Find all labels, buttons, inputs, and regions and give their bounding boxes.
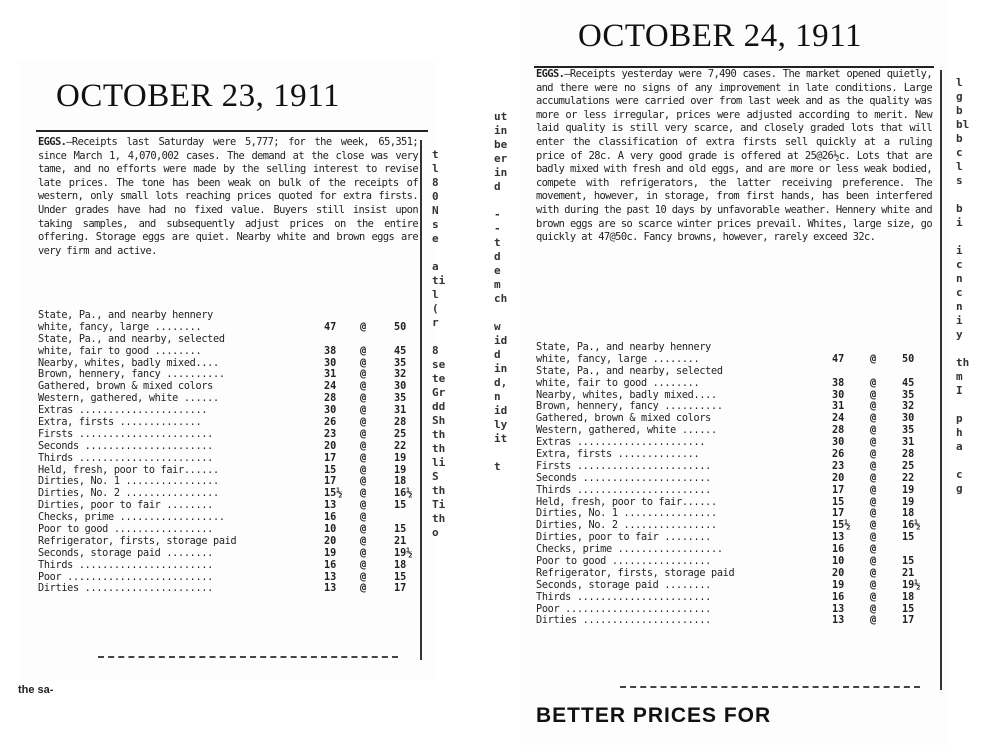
price-low: 15 [832,496,845,508]
right-clipping [520,0,950,745]
price-row [38,393,418,405]
price-low: 15½ [324,488,343,500]
price-row [536,378,926,390]
price-high: 15 [902,556,915,568]
price-at-sign: @ [870,544,877,556]
price-row [38,500,418,512]
price-low: 20 [324,535,337,547]
price-low: 47 [324,321,337,333]
price-at-sign: @ [360,321,367,333]
price-high: 35 [394,357,407,369]
price-high: 22 [902,472,915,484]
price-low: 13 [832,532,845,544]
price-row [536,508,926,520]
price-row-label: Checks, prime .................. [536,544,723,556]
price-high: 25 [394,428,407,440]
price-row [536,556,926,568]
price-low: 17 [832,484,845,496]
price-low: 30 [832,437,845,449]
price-low: 16 [324,559,337,571]
price-low: 15½ [832,520,851,532]
price-row-label: Extra, firsts .............. [38,417,202,429]
price-high: 15 [902,532,915,544]
left-date-heading: OCTOBER 23, 1911 [56,78,340,114]
price-low: 16 [832,591,845,603]
price-row-label: Poor ......................... [38,571,214,583]
price-at-sign: @ [870,389,877,401]
price-low: 30 [324,405,337,417]
price-high: 16½ [902,520,921,532]
price-row-label: Dirties, No. 2 ................ [536,520,717,532]
price-row-label: Extras ...................... [38,405,208,417]
price-high: 15 [394,571,407,583]
price-high: 19½ [902,579,921,591]
price-row-label: Extra, firsts .............. [536,449,700,461]
price-row [38,381,418,393]
price-low: 16 [324,512,337,524]
price-row [536,544,926,556]
price-at-sign: @ [870,615,877,627]
price-row-label: white, fancy, large ........ [38,321,202,333]
price-row-label: Held, fresh, poor to fair...... [536,496,717,508]
price-high: 35 [394,393,407,405]
price-row-label: Dirties, No. 2 ................ [38,488,219,500]
left-bottom-dashes [98,656,398,658]
price-high: 50 [394,321,407,333]
price-at-sign: @ [360,500,367,512]
price-row [536,604,926,616]
price-row-label: Refrigerator, firsts, storage paid [38,535,237,547]
price-row [38,453,418,465]
price-at-sign: @ [870,437,877,449]
price-at-sign: @ [360,440,367,452]
left-article-body: —Receipts last Saturday were 5,777; for the week, 65,351; since March 1, 4,070,002 cases. The demand at the close was very tame, and no efforts were made by the selling interest to revise late prices. The tone has been weak on bulk of the receipts of western, only small lots reaching prices quoted for extra firsts. Under grades have had no fixed value. Buyers still insist upon taking samples, and subsequently adjust prices on the entire offering. Storage eggs are quiet. Nearby white and brown eggs are very firm and active. [38,136,418,257]
right-bottom-dashes [620,686,920,688]
price-at-sign: @ [360,369,367,381]
middle-left-fragments: ut in be er in d - - t d e m ch w id d in d, n id ly it t [494,110,508,473]
price-high: 28 [902,449,915,461]
price-row-label: Thirds ....................... [536,484,712,496]
price-high: 22 [394,440,407,452]
price-high: 19½ [394,547,413,559]
price-at-sign: @ [870,484,877,496]
price-row-label: Refrigerator, firsts, storage paid [536,567,735,579]
price-low: 16 [832,544,845,556]
price-low: 13 [832,603,845,615]
price-low: 31 [832,401,845,413]
price-high: 30 [394,381,407,393]
price-at-sign: @ [360,559,367,571]
price-row-label: Seconds ...................... [536,472,712,484]
price-row [536,497,926,509]
price-high: 15 [394,500,407,512]
price-row [536,342,926,354]
price-high: 15 [394,524,407,536]
price-at-sign: @ [360,547,367,559]
price-high: 31 [902,437,915,449]
left-article-lead: EGGS. [38,136,67,148]
right-column-divider [940,70,942,690]
price-row [536,425,926,437]
price-row [536,461,926,473]
price-row-label: Dirties, poor to fair ........ [38,500,214,512]
price-row-label: white, fancy, large ........ [536,353,700,365]
price-row-label: Thirds ....................... [38,559,214,571]
price-low: 38 [832,377,845,389]
price-row [38,358,418,370]
right-margin-fragments: l g b bl b c l s b i i c n c n i y th m I p h a c g [956,76,970,495]
price-high: 18 [902,508,915,520]
price-high: 31 [394,405,407,417]
price-row [536,366,926,378]
price-at-sign: @ [360,345,367,357]
price-row [38,572,418,584]
price-row-label: Nearby, whites, badly mixed.... [38,357,219,369]
price-low: 26 [832,449,845,461]
price-low: 47 [832,353,845,365]
price-high: 19 [394,464,407,476]
price-at-sign: @ [870,556,877,568]
price-high: 18 [902,591,915,603]
price-high: 19 [394,452,407,464]
price-low: 20 [832,567,845,579]
right-date-heading: OCTOBER 24, 1911 [578,18,862,54]
price-row-label: Seconds, storage paid ........ [536,579,712,591]
price-low: 17 [832,508,845,520]
price-at-sign: @ [360,512,367,524]
price-row [536,413,926,425]
price-low: 38 [324,345,337,357]
price-row [38,441,418,453]
price-high: 35 [902,425,915,437]
price-at-sign: @ [870,401,877,413]
price-high: 45 [394,345,407,357]
price-row [536,615,926,627]
price-low: 13 [832,615,845,627]
price-at-sign: @ [870,520,877,532]
left-clipping [18,60,436,696]
price-row-label: Thirds ....................... [38,452,214,464]
price-low: 30 [832,389,845,401]
price-high: 30 [902,413,915,425]
price-row [536,592,926,604]
price-at-sign: @ [360,464,367,476]
right-bottom-headline: BETTER PRICES FOR [536,704,772,727]
price-high: 16½ [394,488,413,500]
price-low: 13 [324,571,337,583]
price-row [536,449,926,461]
price-at-sign: @ [360,357,367,369]
price-at-sign: @ [360,417,367,429]
price-high: 32 [902,401,915,413]
price-row [536,485,926,497]
price-at-sign: @ [870,579,877,591]
price-at-sign: @ [360,393,367,405]
price-low: 28 [324,393,337,405]
price-row-label: Firsts ....................... [38,428,214,440]
price-row-label: Dirties, poor to fair ........ [536,532,712,544]
price-row-label: Western, gathered, white ...... [536,425,717,437]
price-low: 26 [324,417,337,429]
price-row-label: Nearby, whites, badly mixed.... [536,389,717,401]
price-row-label: Dirties, No. 1 ................ [38,476,219,488]
price-row-label: Gathered, brown & mixed colors [536,413,712,425]
price-row [38,310,418,322]
price-high: 15 [902,603,915,615]
price-high: 45 [902,377,915,389]
price-row-label: Gathered, brown & mixed colors [38,381,214,393]
price-row [536,473,926,485]
price-row [38,369,418,381]
price-high: 50 [902,353,915,365]
price-at-sign: @ [870,496,877,508]
price-high: 28 [394,417,407,429]
price-low: 24 [832,413,845,425]
price-row-label: Dirties, No. 1 ................ [536,508,717,520]
right-article-paragraph [536,68,932,245]
price-at-sign: @ [870,591,877,603]
price-high: 21 [394,535,407,547]
price-low: 23 [324,428,337,440]
price-row [38,405,418,417]
price-row [38,488,418,500]
price-row-label: Brown, hennery, fancy .......... [536,401,723,413]
price-low: 10 [324,524,337,536]
price-row [536,401,926,413]
price-at-sign: @ [870,460,877,472]
price-row [536,532,926,544]
price-row-label: Firsts ....................... [536,460,712,472]
price-at-sign: @ [360,571,367,583]
price-high: 19 [902,484,915,496]
price-at-sign: @ [360,476,367,488]
price-at-sign: @ [870,377,877,389]
price-high: 17 [394,583,407,595]
price-at-sign: @ [360,428,367,440]
price-row-label: State, Pa., and nearby hennery [536,342,712,353]
price-row [38,560,418,572]
price-low: 17 [324,476,337,488]
price-row [38,548,418,560]
price-at-sign: @ [870,413,877,425]
price-row [38,476,418,488]
price-low: 30 [324,357,337,369]
price-at-sign: @ [360,524,367,536]
price-low: 20 [832,472,845,484]
price-row-label: white, fair to good ........ [38,345,202,357]
price-row-label: Poor to good ................. [38,524,214,536]
price-at-sign: @ [360,535,367,547]
price-high: 25 [902,460,915,472]
price-low: 13 [324,583,337,595]
price-row [38,429,418,441]
price-row-label: Western, gathered, white ...... [38,393,219,405]
price-high: 32 [394,369,407,381]
price-row-label: Seconds ...................... [38,440,214,452]
price-row-label: Held, fresh, poor to fair...... [38,464,219,476]
price-low: 19 [324,547,337,559]
price-at-sign: @ [870,449,877,461]
price-row [38,536,418,548]
price-row-label: Checks, prime .................. [38,512,225,524]
price-at-sign: @ [360,381,367,393]
price-at-sign: @ [870,567,877,579]
price-row [536,354,926,366]
price-at-sign: @ [870,472,877,484]
left-article-paragraph [38,136,418,258]
price-row [536,437,926,449]
price-low: 23 [832,460,845,472]
left-column-divider [420,140,422,660]
price-at-sign: @ [360,488,367,500]
price-low: 13 [324,500,337,512]
price-row [536,390,926,402]
price-row-label: State, Pa., and nearby, selected [536,365,723,377]
price-row [38,346,418,358]
left-price-table [38,310,418,595]
left-margin-fragments: t l 8 0 N s e a ti l ( r 8 se te Gr dd Sh th th li S th Ti th o [432,148,446,539]
price-low: 19 [832,579,845,591]
price-row-label: State, Pa., and nearby hennery [38,310,214,321]
price-row-label: Dirties ...................... [38,583,214,595]
price-row-label: Poor ......................... [536,603,712,615]
price-at-sign: @ [870,603,877,615]
price-at-sign: @ [870,508,877,520]
price-high: 17 [902,615,915,627]
price-low: 31 [324,369,337,381]
price-row-label: State, Pa., and nearby, selected [38,333,225,345]
price-row [38,322,418,334]
price-row [38,465,418,477]
price-at-sign: @ [360,583,367,595]
price-row [38,334,418,346]
price-high: 21 [902,567,915,579]
price-at-sign: @ [870,532,877,544]
price-high: 35 [902,389,915,401]
price-low: 24 [324,381,337,393]
price-low: 17 [324,452,337,464]
price-row-label: Poor to good ................. [536,556,712,568]
price-row-label: Dirties ...................... [536,615,712,627]
price-low: 15 [324,464,337,476]
right-price-table [536,342,926,627]
price-row [536,520,926,532]
price-high: 19 [902,496,915,508]
price-row [38,583,418,595]
price-row-label: Thirds ....................... [536,591,712,603]
price-at-sign: @ [870,425,877,437]
price-row [38,417,418,429]
price-low: 10 [832,556,845,568]
price-row [38,512,418,524]
price-row-label: Seconds, storage paid ........ [38,547,214,559]
price-low: 20 [324,440,337,452]
price-at-sign: @ [360,452,367,464]
price-row [536,580,926,592]
price-low: 28 [832,425,845,437]
left-footer-fragment: the sa- [18,684,54,696]
right-article-lead: EGGS. [536,68,565,80]
price-high: 18 [394,476,407,488]
price-row [536,568,926,580]
price-row-label: Extras ...................... [536,437,706,449]
price-at-sign: @ [870,353,877,365]
right-article-body: —Receipts yesterday were 7,490 cases. The market opened quietly, and there were no signs of any improvement in late conditions. Large accumulations were carried over from last week and as the quality was more or less irregular, prices were adjusted according to merit. New laid quality is still very scarce, and closely graded lots that will enter the classification of extra firsts sell quickly at a ruling price of 28c. A very good grade is offered at 25@26½c. Lots that are badly mixed with fresh and old eggs, and are more or less weak bodied, compete with refrigerators, the latter receiving preference. The movement, however, in storage, from first hands, has been interfered with during the past 10 days by unfavorable weather. Hennery white and brown eggs are so scarce winter prices prevail. Whites, large size, go quickly at 47@50c. Fancy browns, however, rarely exceed 32c. [536,68,932,244]
price-row-label: Brown, hennery, fancy .......... [38,369,225,381]
price-row-label: white, fair to good ........ [536,377,700,389]
price-at-sign: @ [360,405,367,417]
price-row [38,524,418,536]
left-heading-rule [36,130,428,132]
price-high: 18 [394,559,407,571]
